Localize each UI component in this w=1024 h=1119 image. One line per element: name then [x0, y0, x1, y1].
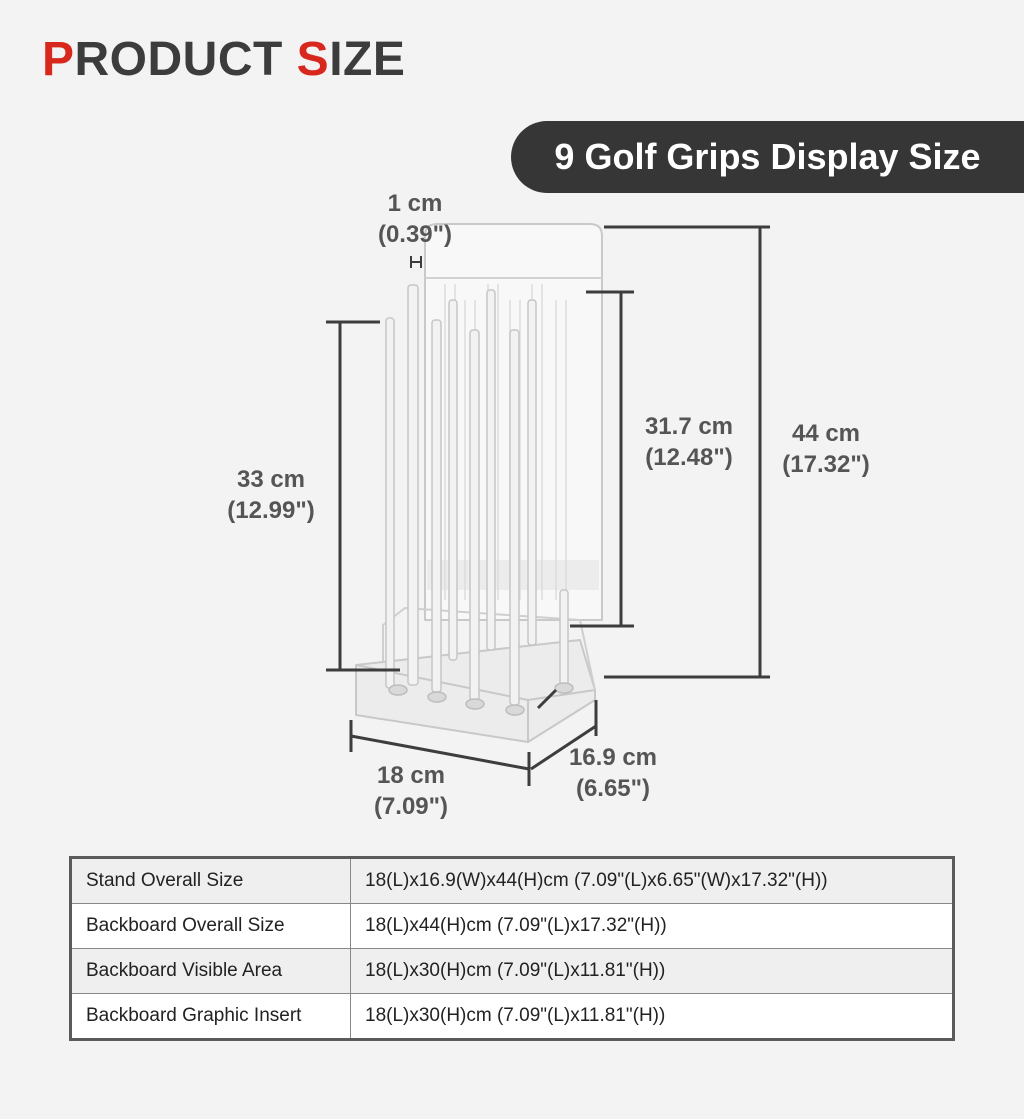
- length-inch: (7.09"): [373, 793, 449, 820]
- spec-label: Backboard Overall Size: [71, 904, 351, 949]
- title-initial-s: S: [296, 33, 330, 86]
- top-width-inch: (0.39"): [377, 221, 453, 248]
- spec-row: [71, 994, 954, 1040]
- spec-label: Backboard Visible Area: [71, 949, 351, 994]
- depth-cm: 16.9 cm: [568, 744, 658, 771]
- depth-inch: (6.65"): [575, 775, 651, 802]
- total-height-cm: 44 cm: [791, 420, 861, 447]
- front-height-cm: 33 cm: [236, 466, 306, 493]
- spec-label: Stand Overall Size: [71, 858, 351, 904]
- front-height-label: [206, 464, 336, 526]
- length-cm: 18 cm: [376, 762, 446, 789]
- acrylic-stand-illustration: [356, 224, 602, 742]
- display-size-banner: 9 Golf Grips Display Size: [511, 121, 1024, 193]
- front-height-inch: (12.99"): [227, 497, 315, 524]
- spec-table: [69, 856, 955, 1041]
- spec-label: Backboard Graphic Insert: [71, 994, 351, 1040]
- title-rest-roduct: RODUCT: [74, 33, 297, 86]
- total-height-label: [761, 418, 891, 480]
- spec-row: [71, 949, 954, 994]
- depth-label: [548, 742, 678, 804]
- spec-row: [71, 858, 954, 904]
- panel-height-inch: (12.48"): [645, 444, 733, 471]
- spec-value: 18(L)x30(H)cm (7.09"(L)x11.81"(H)): [351, 949, 954, 994]
- total-height-inch: (17.32"): [782, 451, 870, 478]
- spec-value: 18(L)x44(H)cm (7.09"(L)x17.32"(H)): [351, 904, 954, 949]
- panel-height-label: [624, 411, 754, 473]
- title-rest-ize: IZE: [329, 33, 406, 86]
- top-width-marker: [411, 256, 421, 268]
- spec-value: 18(L)x16.9(W)x44(H)cm (7.09"(L)x6.65"(W)x17.32"(H)): [351, 858, 954, 904]
- spec-row: [71, 904, 954, 949]
- spec-value: 18(L)x30(H)cm (7.09"(L)x11.81"(H)): [351, 994, 954, 1040]
- length-label: [346, 760, 476, 822]
- top-width-cm: 1 cm: [387, 190, 443, 217]
- title-initial-p: P: [42, 33, 75, 86]
- panel-height-cm: 31.7 cm: [644, 413, 734, 440]
- top-width-label: [355, 188, 475, 250]
